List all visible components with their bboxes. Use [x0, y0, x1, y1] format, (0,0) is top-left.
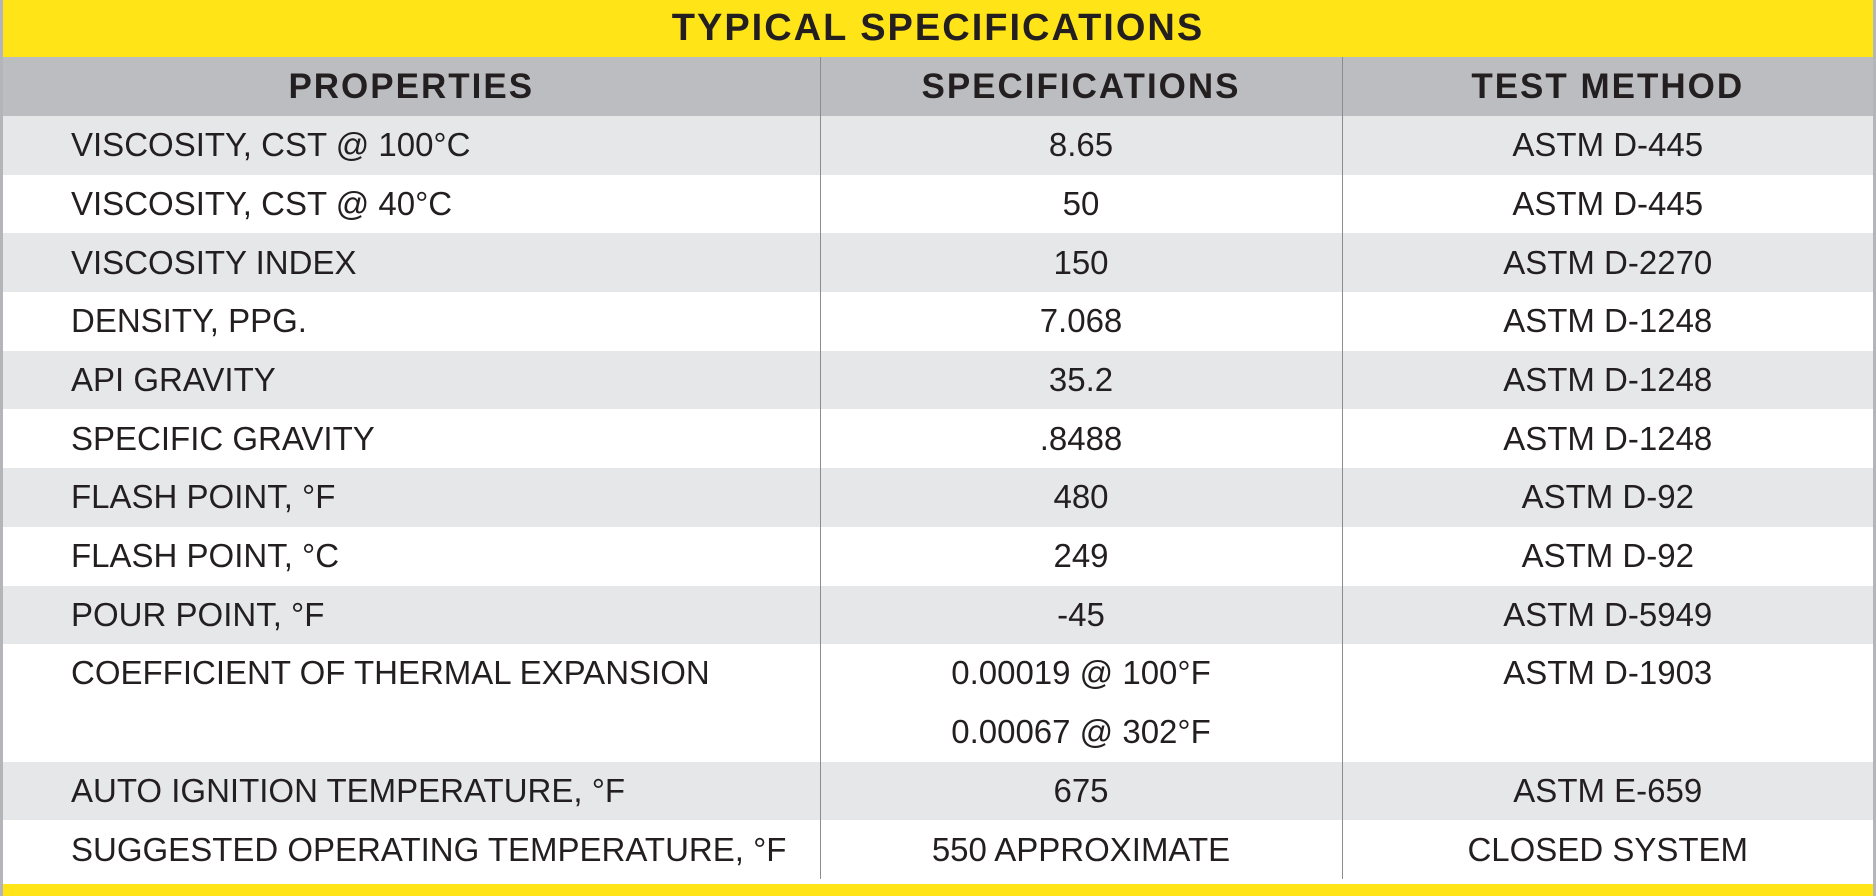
test-method-cell: ASTM E-659 — [1342, 762, 1873, 821]
test-method-cell: ASTM D-1248 — [1342, 409, 1873, 468]
table-row — [3, 351, 1873, 410]
test-method-cell: ASTM D-1248 — [1342, 351, 1873, 410]
table-row — [3, 233, 1873, 292]
specification-line-1: 0.00019 @ 100°F — [951, 654, 1211, 692]
property-cell: AUTO IGNITION TEMPERATURE, °F — [3, 762, 820, 821]
property-cell: POUR POINT, °F — [3, 586, 820, 645]
table-row — [3, 820, 1873, 879]
specification-cell: 50 — [820, 175, 1342, 234]
column-header-properties: PROPERTIES — [3, 57, 820, 116]
specification-cell: 8.65 — [820, 116, 1342, 175]
specification-cell: 7.068 — [820, 292, 1342, 351]
property-cell: FLASH POINT, °C — [3, 527, 820, 586]
specifications-table — [3, 57, 1873, 879]
property-cell: DENSITY, PPG. — [3, 292, 820, 351]
test-method-cell: ASTM D-445 — [1342, 175, 1873, 234]
test-method-cell: ASTM D-1248 — [1342, 292, 1873, 351]
table-row — [3, 762, 1873, 821]
property-text: COEFFICIENT OF THERMAL EXPANSION — [71, 654, 710, 692]
test-method-cell: CLOSED SYSTEM — [1342, 820, 1873, 879]
table-row — [3, 586, 1873, 645]
property-cell: VISCOSITY, CST @ 40°C — [3, 175, 820, 234]
specification-cell: -45 — [820, 586, 1342, 645]
table-row — [3, 644, 1873, 761]
test-method-cell: ASTM D-445 — [1342, 116, 1873, 175]
header-row — [3, 57, 1873, 116]
property-cell: VISCOSITY, CST @ 100°C — [3, 116, 820, 175]
property-cell: API GRAVITY — [3, 351, 820, 410]
table-row — [3, 409, 1873, 468]
specification-cell: 35.2 — [820, 351, 1342, 410]
property-cell: SPECIFIC GRAVITY — [3, 409, 820, 468]
test-method-cell: ASTM D-2270 — [1342, 233, 1873, 292]
table-row — [3, 527, 1873, 586]
table-row — [3, 292, 1873, 351]
specification-cell: 150 — [820, 233, 1342, 292]
test-method-cell: ASTM D-5949 — [1342, 586, 1873, 645]
specification-cell: 480 — [820, 468, 1342, 527]
test-method-cell — [1342, 644, 1873, 761]
bottom-accent-band — [3, 884, 1873, 896]
property-cell: SUGGESTED OPERATING TEMPERATURE, °F — [3, 820, 820, 879]
table-row — [3, 468, 1873, 527]
property-cell — [3, 644, 820, 761]
table-row — [3, 175, 1873, 234]
specification-cell: 675 — [820, 762, 1342, 821]
specification-cell: 249 — [820, 527, 1342, 586]
specification-cell: 550 APPROXIMATE — [820, 820, 1342, 879]
specification-cell: .8488 — [820, 409, 1342, 468]
column-header-specifications: SPECIFICATIONS — [820, 57, 1342, 116]
test-method-text: ASTM D-1903 — [1503, 654, 1713, 692]
column-header-test-method: TEST METHOD — [1342, 57, 1873, 116]
property-cell: FLASH POINT, °F — [3, 468, 820, 527]
test-method-cell: ASTM D-92 — [1342, 527, 1873, 586]
property-cell: VISCOSITY INDEX — [3, 233, 820, 292]
table-title: TYPICAL SPECIFICATIONS — [3, 0, 1873, 57]
test-method-cell: ASTM D-92 — [1342, 468, 1873, 527]
specification-line-2: 0.00067 @ 302°F — [951, 712, 1211, 750]
specification-cell — [820, 644, 1342, 761]
table-row — [3, 116, 1873, 175]
